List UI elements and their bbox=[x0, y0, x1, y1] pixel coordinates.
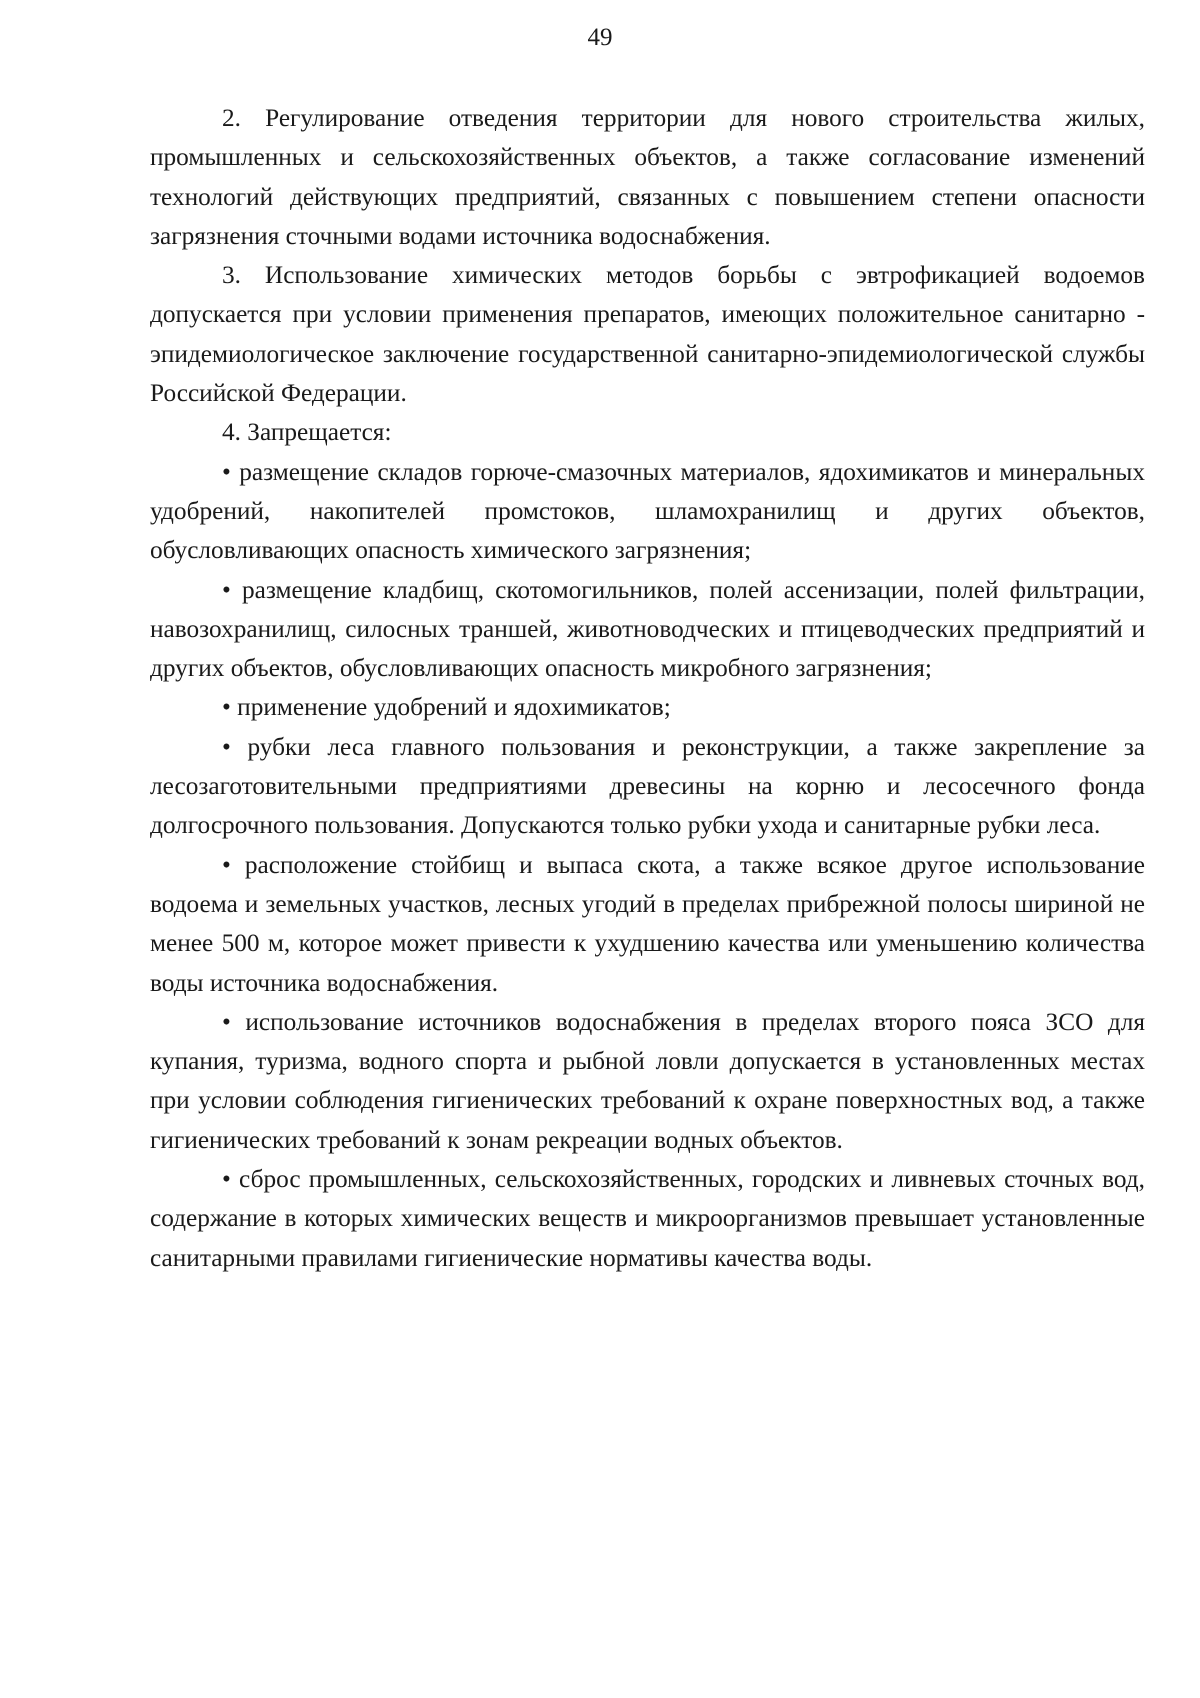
list-item-fertilizers: • применение удобрений и ядохимикатов; bbox=[222, 693, 671, 722]
paragraph-prohibitions-heading: 4. Запрещается: bbox=[222, 418, 392, 447]
document-body bbox=[150, 99, 1145, 1278]
list-item-wastewater-discharge: • сброс промышленных, сельскохозяйственных, городских и ливневых сточных вод, содержание в которых химических веществ и микроорганизмов превышает установленные санитарными правилами гигиенические нормативы качества воды. bbox=[150, 1165, 1145, 1272]
list-item-livestock: • расположение стойбищ и выпаса скота, а также всякое другое использование водоема и земельных участков, лесных угодий в пределах прибрежной полосы шириной не менее 500 м, которое может привести к ухудшению качества или уменьшению количества воды источника водоснабжения. bbox=[150, 850, 1145, 997]
paragraph-chemical-methods: 3. Использование химических методов борьбы с эвтрофикацией водоемов допускается при условии применения препаратов, имеющих положительное санитарно - эпидемиологическое заключение государственной санитарно-эпидемиологической службы Российской Федерации. bbox=[150, 261, 1145, 408]
list-item-recreation: • использование источников водоснабжения в пределах второго пояса ЗСО для купания, туризма, водного спорта и рыбной ловли допускается в установленных местах при условии соблюдения гигиенических требований к охране поверхностных вод, а также гигиенических требований к зонам рекреации водных объектов. bbox=[150, 1007, 1145, 1154]
page-number: 49 bbox=[587, 24, 613, 51]
list-item-chemical-storage: • размещение складов горюче-смазочных материалов, ядохимикатов и минеральных удобрений, накопителей промстоков, шламохранилищ и других объектов, обусловливающих опасность химического загрязнения; bbox=[150, 457, 1145, 565]
paragraph-territory-regulation: 2. Регулирование отведения территории для нового строительства жилых, промышленных и сельскохозяйственных объектов, а также согласование изменений технологий действующих предприятий, связанных с повышением степени опасности загрязнения сточными водами источника водоснабжения. bbox=[150, 104, 1145, 250]
list-item-logging: • рубки леса главного пользования и реконструкции, а также закрепление за лесозаготовительными предприятиями древесины на корню и лесосечного фонда долгосрочного пользования. Допускаются только рубки ухода и санитарные рубки леса. bbox=[150, 732, 1145, 840]
list-item-cemeteries-farms: • размещение кладбищ, скотомогильников, полей ассенизации, полей фильтрации, навозохранилищ, силосных траншей, животноводческих и птицеводческих предприятий и других объектов, обусловливающих опасность микробного загрязнения; bbox=[150, 575, 1145, 683]
